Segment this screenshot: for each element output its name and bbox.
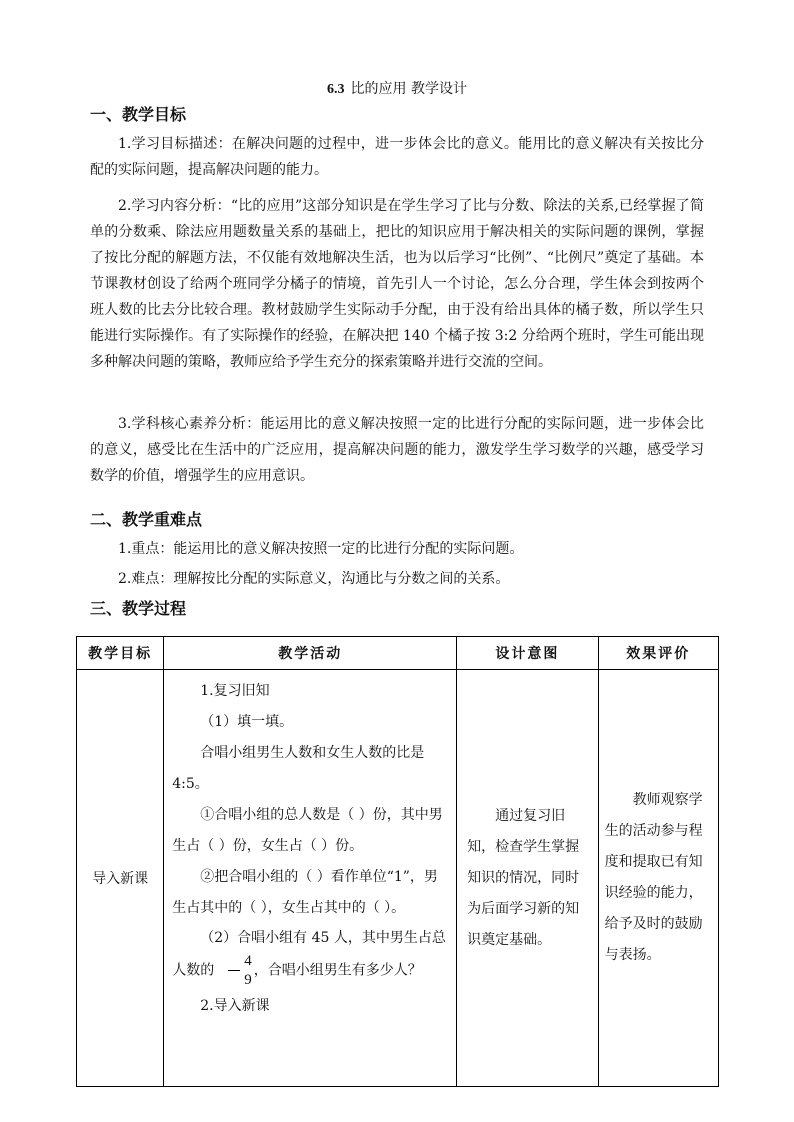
- paragraph-text: 1.学习目标描述：在解决问题的过程中，进一步体会比的意义。能用比的意义解决有关按比分配的实际问题，提高解决问题的能力。: [90, 136, 704, 178]
- paragraph-text: 3.学科核心素养分析：能运用比的意义解决按照一定的比进行分配的实际问题，进一步体会比的意义，感受比在生活中的广泛应用，提高解决问题的能力，激发学生学习数学的兴趣，感受学习数学的价值，增强学生的应用意识。: [90, 416, 704, 484]
- title-text: 比的应用 教学设计: [350, 81, 467, 97]
- document-title: [0, 78, 794, 98]
- cell-activity: [164, 670, 457, 1087]
- header-design-intent: 设计意图: [457, 637, 598, 670]
- fraction-denominator: 9: [244, 972, 252, 988]
- design-text: 通过复习旧知，检查学生掌握知识的情况，同时为后面学习新的知识奠定基础。: [467, 807, 580, 948]
- evaluation-text: 教师观察学生的活动参与程度和提取已有知识经验的能力，给予及时的鼓励与表扬。: [604, 792, 703, 963]
- section-heading-objectives: 一、教学目标: [90, 105, 187, 124]
- activity-line-fraction: [172, 924, 448, 989]
- activity-text: （2）合唱小组有 45 人，其中男生占总人数的: [172, 930, 446, 979]
- header-activity: 教学活动: [164, 637, 457, 670]
- paragraph-difficult-point: [90, 566, 704, 592]
- paragraph-content-analysis: [90, 193, 704, 375]
- goal-text: 导入新课: [92, 871, 149, 887]
- cell-goal: [77, 670, 164, 1087]
- table-header-row: [77, 637, 719, 670]
- activity-text: ，合唱小组男生有多少人？: [253, 962, 422, 979]
- activity-line: ①合唱小组的总人数是（ ）份，其中男生占（ ）份，女生占（ ）份。: [172, 807, 443, 854]
- paragraph-text: 1.重点：能运用比的意义解决按照一定的比进行分配的实际问题。: [118, 541, 524, 557]
- activity-line: 1.复习旧知: [200, 683, 270, 699]
- section-heading-process: 三、教学过程: [90, 599, 187, 618]
- table-row: [77, 670, 719, 1087]
- section-heading-key-points: 二、教学重难点: [90, 510, 203, 529]
- cell-design-intent: [457, 670, 598, 1087]
- paragraph-text: 2.学习内容分析：“比的应用”这部分知识是在学生学习了比与分数、除法的关系,已经掌握了简单的分数乘、除法应用题数量关系的基础上，把比的知识应用于解决相关的实际问题的课例，掌握了按比分配的解题方法，不仅能有效地解决生活，也为以后学习“比例”、“比例尺”奠定了基础。本节课教材创设了给两个班同学分橘子的情境，首先引人一个讨论，怎么分合理，学生体会到按两个班人数的比去分比较合理。教材鼓励学生实际动手分配，由于没有给出具体的橘子数，所以学生只能进行实际操作。有了实际操作的经验，在解决把 140 个橘子按 3:2 分给两个班时，学生可能出现多种解决问题的策略，教师应给予学生充分的探索策略并进行交流的空间。: [90, 198, 704, 370]
- paragraph-core-literacy: [90, 411, 704, 489]
- title-number: 6.3: [327, 82, 345, 97]
- header-evaluation: 效果评价: [598, 637, 718, 670]
- fraction: [216, 952, 252, 989]
- header-goal: 教学目标: [77, 637, 164, 670]
- cell-evaluation: [598, 670, 718, 1087]
- paragraph-objective-description: [90, 131, 704, 183]
- activity-line: （1）填一填。: [200, 714, 294, 730]
- activity-line: 合唱小组男生人数和女生人数的比是4:5。: [172, 745, 425, 792]
- paragraph-text: 2.难点：理解按比分配的实际意义，沟通比与分数之间的关系。: [118, 571, 510, 587]
- teaching-process-table: [76, 636, 719, 1087]
- paragraph-key-point: [90, 536, 704, 562]
- activity-line: ②把合唱小组的（ ）看作单位“1”，男生占其中的（ ），女生占其中的（ ）。: [172, 869, 438, 916]
- fraction-numerator: 4: [244, 953, 252, 969]
- activity-line: 2.导入新课: [200, 998, 270, 1014]
